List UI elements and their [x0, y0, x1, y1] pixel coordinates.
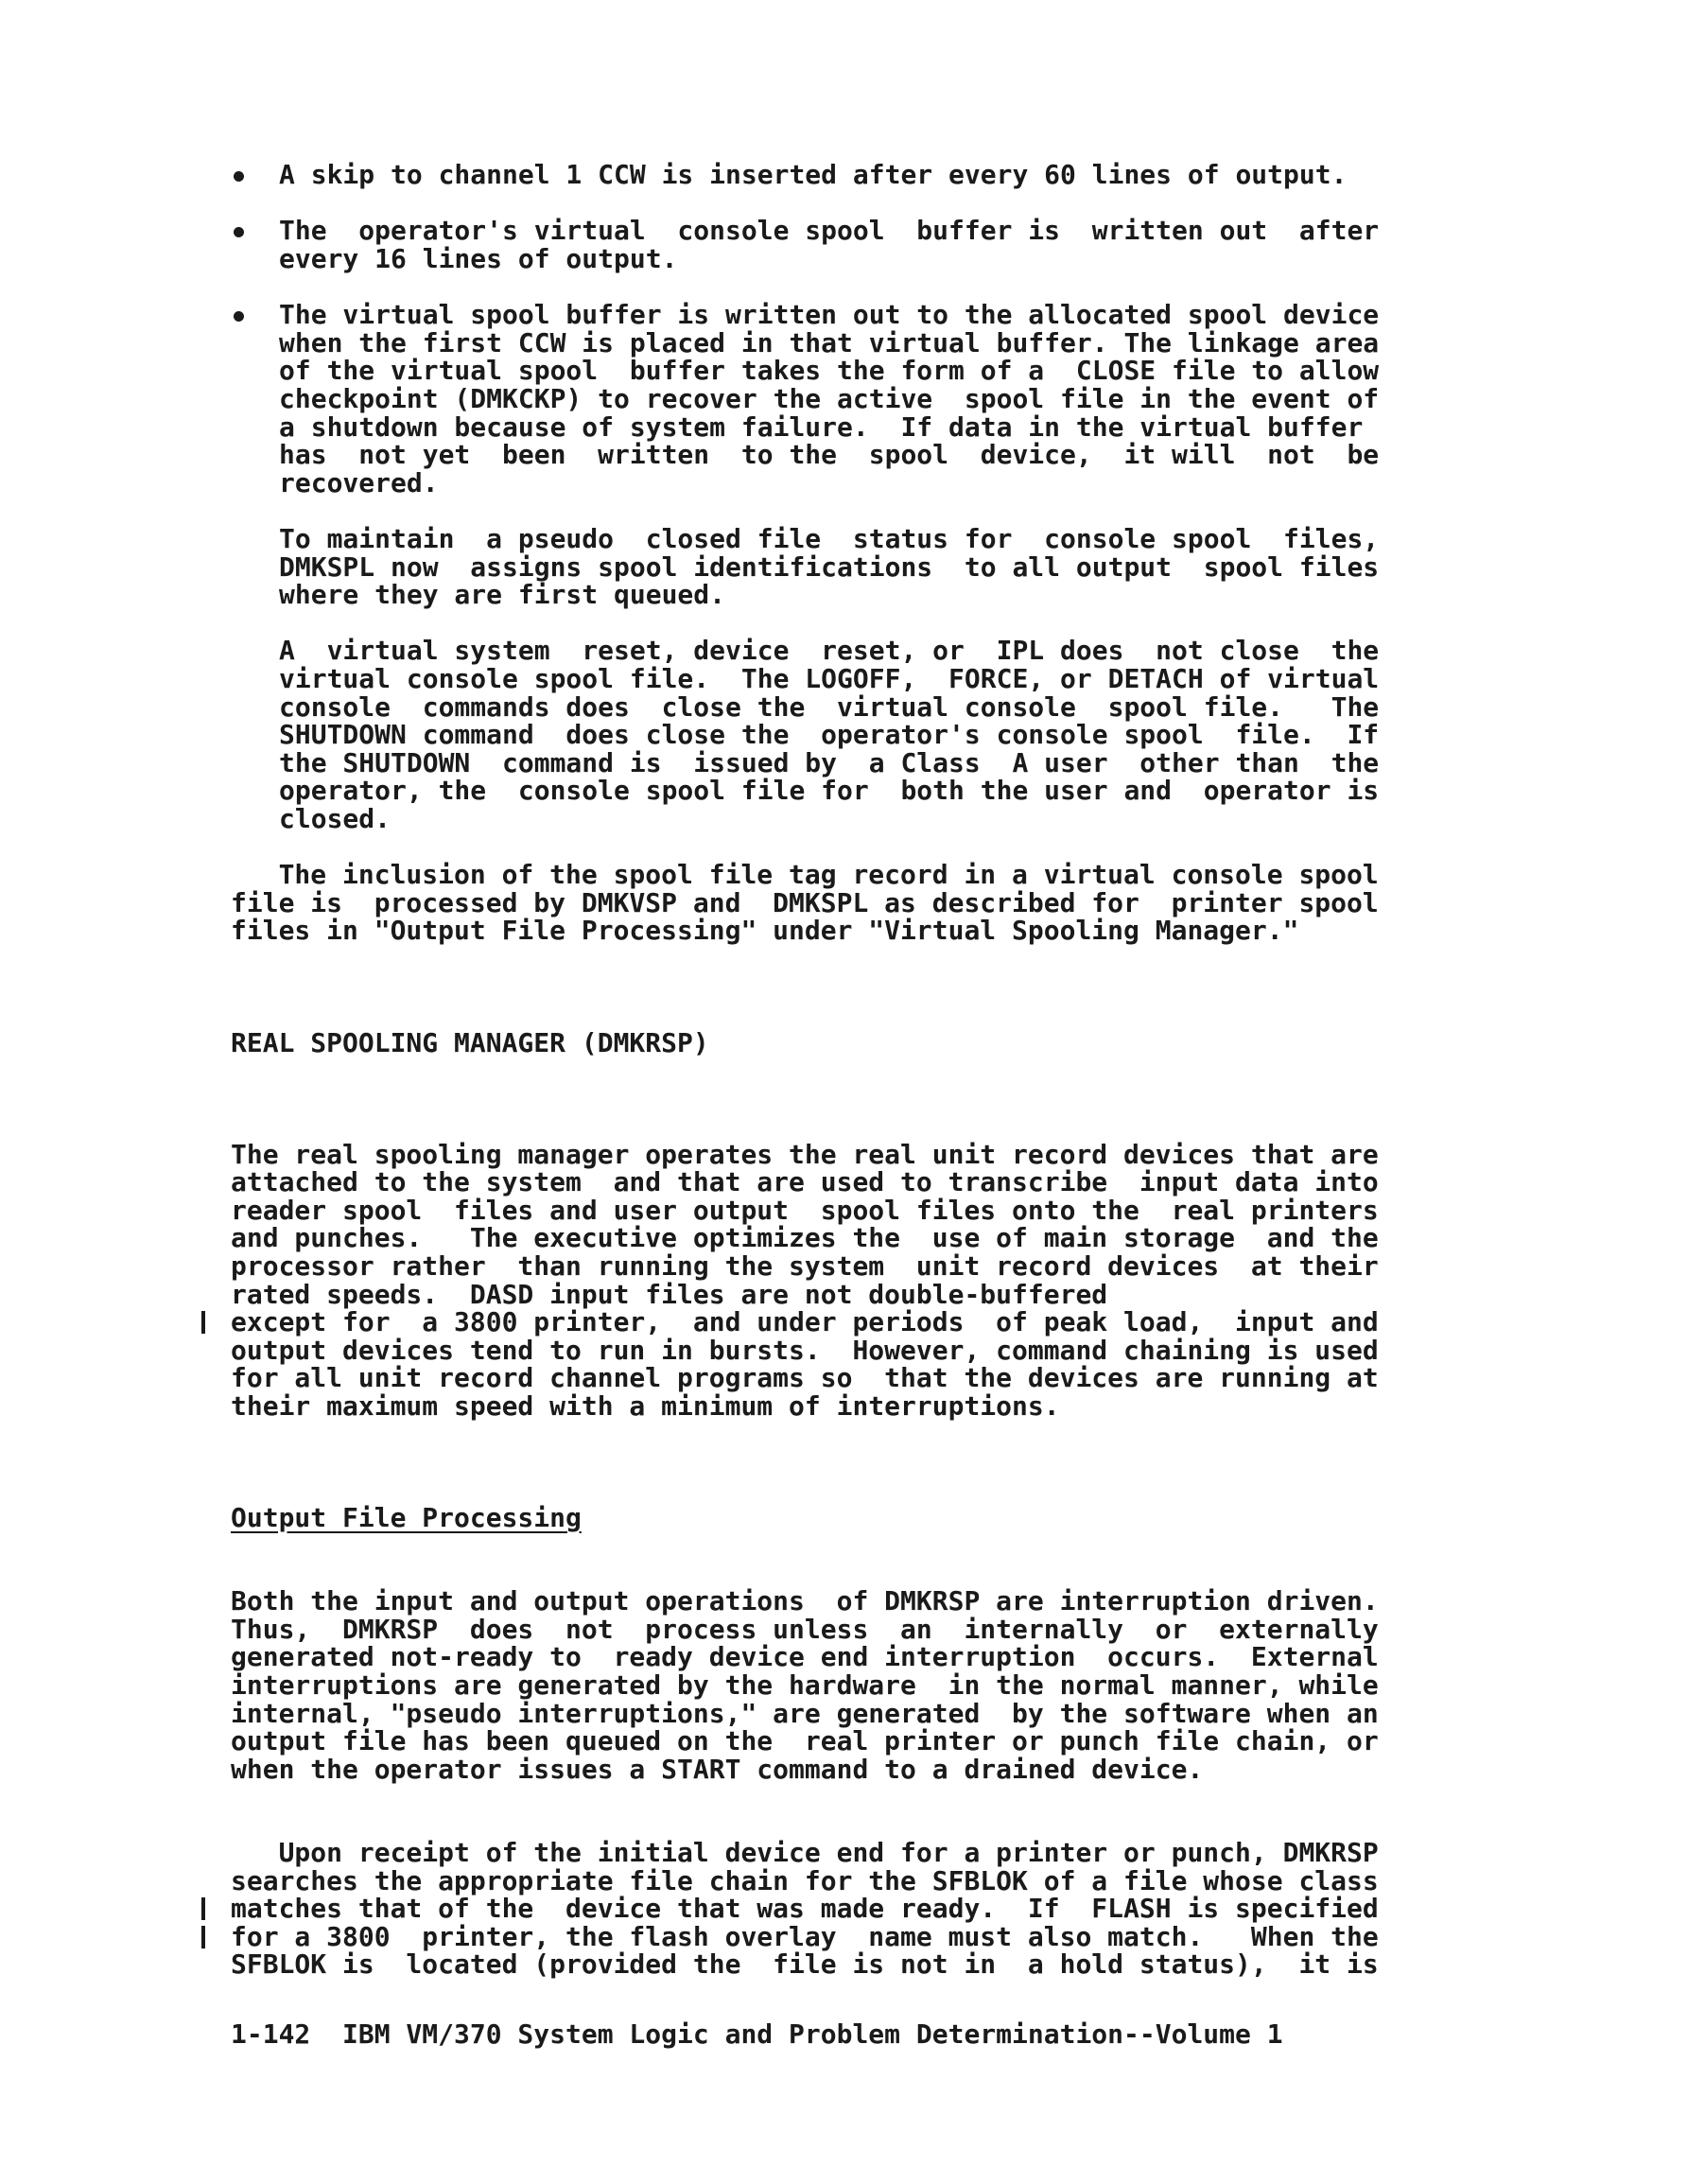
- bullet-2-line-1: The operator's virtual console spool buffer is written out after: [279, 215, 1380, 246]
- bullet-3-line-7: recovered.: [279, 467, 439, 498]
- output-para-line-3: generated not-ready to ready device end interruption occurs. External: [231, 1641, 1379, 1672]
- indent-para-1-line-3: where they are first queued.: [279, 579, 726, 610]
- indent-para-2-line-5: the SHUTDOWN command is issued by a Class A user other than the: [279, 747, 1380, 778]
- real-spool-para-line-8: output devices tend to run in bursts. However, command chaining is used: [231, 1335, 1379, 1366]
- bullet-3-line-3: of the virtual spool buffer takes the form of a CLOSE file to allow: [279, 355, 1380, 386]
- bullet-3-line-2: when the first CCW is placed in that virtual buffer. The linkage area: [279, 327, 1380, 358]
- real-spool-para-line-4: and punches. The executive optimizes the use of main storage and the: [231, 1222, 1379, 1253]
- subheading: Output File Processing: [231, 1502, 582, 1533]
- output-para-line-2: Thus, DMKRSP does not process unless an internally or externally: [231, 1614, 1379, 1645]
- output-para-line-5: internal, "pseudo interruptions," are generated by the software when an: [231, 1698, 1379, 1729]
- bullet-3-line-5: a shutdown because of system failure. If data in the virtual buffer: [279, 411, 1364, 443]
- receipt-para-line-3: matches that of the device that was made ready. If FLASH is specified: [231, 1893, 1379, 1924]
- inclusion-para-line-3: files in "Output File Processing" under "Virtual Spooling Manager.": [231, 915, 1299, 946]
- bullet-3-line-4: checkpoint (DMKCKP) to recover the active spool file in the event of: [279, 383, 1380, 414]
- indent-para-1-line-2: DMKSPL now assigns spool identifications to all output spool files: [279, 551, 1380, 583]
- real-spool-para-line-1: The real spooling manager operates the real unit record devices that are: [231, 1139, 1379, 1170]
- receipt-para-line-1: Upon receipt of the initial device end for a printer or punch, DMKRSP: [231, 1837, 1379, 1868]
- section-heading: REAL SPOOLING MANAGER (DMKRSP): [231, 1027, 709, 1058]
- receipt-para-line-5: SFBLOK is located (provided the file is not in a hold status), it is: [231, 1948, 1379, 1980]
- change-bar: [201, 1897, 205, 1920]
- indent-para-2-line-1: A virtual system reset, device reset, or IPL does not close the: [279, 635, 1380, 666]
- change-bar: [201, 1311, 205, 1334]
- real-spool-para-line-3: reader spool files and user output spool files onto the real printers: [231, 1195, 1379, 1226]
- real-spool-para-line-10: their maximum speed with a minimum of interruptions.: [231, 1390, 1060, 1422]
- bullet-dot-3: [234, 311, 244, 322]
- real-spool-para-line-7: except for a 3800 printer, and under periods of peak load, input and: [231, 1306, 1379, 1337]
- real-spool-para-line-5: processor rather than running the system unit record devices at their: [231, 1250, 1379, 1282]
- indent-para-2-line-6: operator, the console spool file for both the user and operator is: [279, 775, 1380, 806]
- real-spool-para-line-6: rated speeds. DASD input files are not double-buffered: [231, 1279, 1108, 1310]
- bullet-dot-2: [234, 227, 244, 237]
- indent-para-1-line-1: To maintain a pseudo closed file status for console spool files,: [279, 523, 1380, 554]
- indent-para-2-line-7: closed.: [279, 803, 391, 834]
- indent-para-2-line-4: SHUTDOWN command does close the operator's console spool file. If: [279, 719, 1380, 750]
- inclusion-para-line-1: The inclusion of the spool file tag record in a virtual console spool: [231, 859, 1379, 890]
- bullet-1-line-1: A skip to channel 1 CCW is inserted after every 60 lines of output.: [279, 159, 1348, 190]
- output-para-line-7: when the operator issues a START command to a drained device.: [231, 1754, 1204, 1785]
- bullet-3-line-6: has not yet been written to the spool device, it will not be: [279, 439, 1380, 470]
- real-spool-para-line-2: attached to the system and that are used to transcribe input data into: [231, 1166, 1379, 1197]
- bullet-3-line-1: The virtual spool buffer is written out to the allocated spool device: [279, 299, 1380, 330]
- output-para-line-4: interruptions are generated by the hardware in the normal manner, while: [231, 1669, 1379, 1701]
- change-bar: [201, 1926, 205, 1948]
- page-footer: 1-142 IBM VM/370 System Logic and Problem Determination--Volume 1: [231, 2018, 1283, 2050]
- bullet-2-line-2: every 16 lines of output.: [279, 243, 678, 274]
- indent-para-2-line-3: console commands does close the virtual console spool file. The: [279, 691, 1380, 723]
- output-para-line-1: Both the input and output operations of DMKRSP are interruption driven.: [231, 1585, 1379, 1616]
- output-para-line-6: output file has been queued on the real printer or punch file chain, or: [231, 1725, 1379, 1756]
- receipt-para-line-4: for a 3800 printer, the flash overlay name must also match. When the: [231, 1921, 1379, 1952]
- real-spool-para-line-9: for all unit record channel programs so that the devices are running at: [231, 1362, 1379, 1393]
- bullet-dot-1: [234, 171, 244, 182]
- inclusion-para-line-2: file is processed by DMKVSP and DMKSPL as described for printer spool: [231, 887, 1379, 918]
- indent-para-2-line-2: virtual console spool file. The LOGOFF, FORCE, or DETACH of virtual: [279, 663, 1380, 694]
- receipt-para-line-2: searches the appropriate file chain for the SFBLOK of a file whose class: [231, 1865, 1379, 1896]
